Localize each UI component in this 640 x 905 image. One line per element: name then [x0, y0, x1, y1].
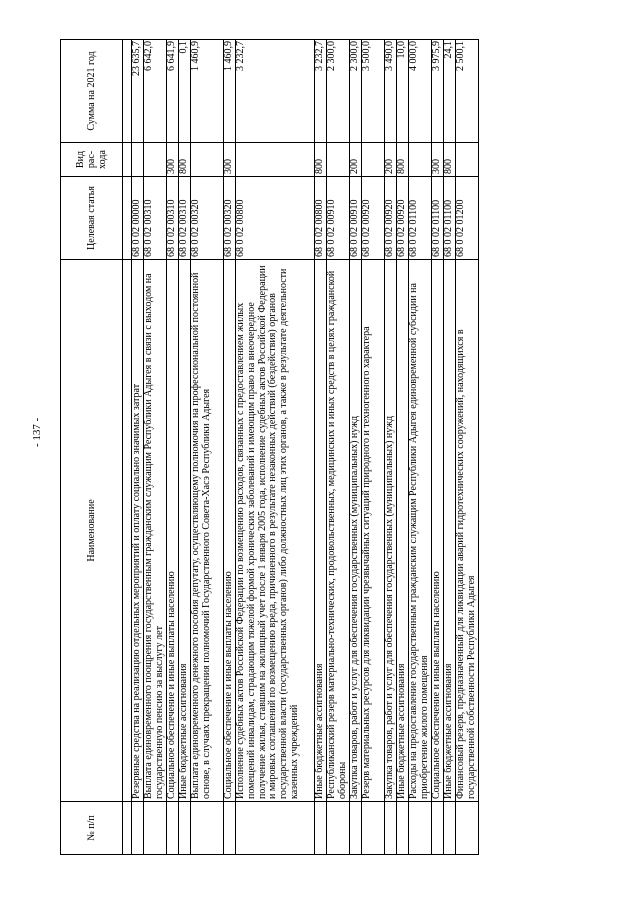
cell-kind: [191, 143, 224, 177]
cell-kind: 800: [397, 143, 409, 177]
cell-sum: 3 232,7: [315, 40, 327, 143]
cell-kind: 200: [350, 143, 362, 177]
table-row: [179, 40, 191, 855]
cell-name: Исполнение судебных актов Российской Федерации по возмещению расходов, связанных с предоставлением жилых помещений инвалидам, страдающим тяжелой формой хронических заболеваний и имеющим право на внеочередное получение жилья, ставшим на жилищный учет после 1 января 2005 года, исполнение судебных актов Российской Федерации и мировых соглашений по возмещению вреда, причиненного в результате незаконных действий (бездействия) органов государственной власти (государственных органов) либо должностных лиц этих органов, а также в результате деятельности казенных учреждений: [236, 260, 315, 802]
page-number: - 137 -: [31, 417, 43, 447]
cell-sum: 3 232,7: [236, 40, 315, 143]
cell-sum: 24,1: [444, 40, 456, 143]
cell-kind: [456, 143, 479, 177]
cell-target: 68 0 02 00800: [315, 177, 327, 260]
cell-name: Закупка товаров, работ и услуг для обеспечения государственных (муниципальных) нужд: [385, 260, 397, 802]
cell-sum: 1 460,9: [224, 40, 236, 143]
header-kind: Вид рас-хода: [61, 143, 123, 177]
cell-num: [432, 802, 444, 855]
cell-kind: 200: [385, 143, 397, 177]
table-row: [350, 40, 362, 855]
cell-num: [191, 802, 224, 855]
cell-kind: 300: [224, 143, 236, 177]
cell-target: 68 0 02 01200: [456, 177, 479, 260]
cell-num: [132, 802, 144, 855]
cell-target: 68 0 02 00920: [362, 177, 385, 260]
cell-num: [144, 802, 167, 855]
table-row: [409, 40, 432, 855]
cell-sum: 2 300,0: [350, 40, 362, 143]
cell-num: [409, 802, 432, 855]
cell-num: [315, 802, 327, 855]
cell-sum: 2 500,1: [456, 40, 479, 143]
table-row: [456, 40, 479, 855]
cell-kind: [144, 143, 167, 177]
cell-name: Финансовый резерв, предназначенный для ликвидации аварий гидротехнических сооружений, находящихся в государственной собственности Республики Адыгея: [456, 260, 479, 802]
cell-kind: [409, 143, 432, 177]
cell-target: 68 0 02 00910: [327, 177, 350, 260]
cell-sum: 4 000,0: [409, 40, 432, 143]
table-row: [132, 40, 144, 855]
cell-sum: 10,0: [397, 40, 409, 143]
cell-target: 68 0 02 01100: [444, 177, 456, 260]
cell-kind: [132, 143, 144, 177]
header-num: № п/п: [61, 802, 123, 855]
cell-target: 68 0 02 00920: [385, 177, 397, 260]
cell-name: Закупка товаров, работ и услуг для обеспечения государственных (муниципальных) нужд: [350, 260, 362, 802]
cell-name: Резерв материальных ресурсов для ликвидации чрезвычайных ситуаций природного и техногенного характера: [362, 260, 385, 802]
cell-target: 68 0 02 01100: [409, 177, 432, 260]
cell-sum: 6 642,0: [144, 40, 167, 143]
cell-num: [123, 802, 132, 855]
cell-target: 68 0 02 00910: [350, 177, 362, 260]
cell-sum: 1 460,9: [191, 40, 224, 143]
cell-target: 68 0 02 00310: [167, 177, 179, 260]
cell-target: 68 0 02 00800: [236, 177, 315, 260]
table-row: [444, 40, 456, 855]
cell-kind: 800: [179, 143, 191, 177]
cell-target: 68 0 02 00310: [144, 177, 167, 260]
cell-sum: 6 641,9: [167, 40, 179, 143]
cell-name: Иные бюджетные ассигнования: [179, 260, 191, 802]
cell-kind: 300: [167, 143, 179, 177]
cell-name: Социальное обеспечение и иные выплаты населению: [167, 260, 179, 802]
cell-num: [362, 802, 385, 855]
cell-num: [327, 802, 350, 855]
cell-kind: [362, 143, 385, 177]
cell-target: 68 0 02 00320: [191, 177, 224, 260]
header-name: Наименование: [61, 260, 123, 802]
cell-name: Социальное обеспечение и иные выплаты населению: [224, 260, 236, 802]
cell-kind: 800: [315, 143, 327, 177]
cell-num: [397, 802, 409, 855]
table-row: [236, 40, 315, 855]
cell-kind: [327, 143, 350, 177]
cell-sum: 23 635,7: [132, 40, 144, 143]
header-target: Целевая статья: [61, 177, 123, 260]
cell-sum: 0,1: [179, 40, 191, 143]
budget-table: [60, 39, 479, 855]
cell-target: 68 0 02 00920: [397, 177, 409, 260]
cell-target: 68 0 02 01100: [432, 177, 444, 260]
table-row: [327, 40, 350, 855]
cell-sum: 3 500,0: [362, 40, 385, 143]
table-row: [224, 40, 236, 855]
cell-num: [236, 802, 315, 855]
cell-name: Выплата единовременного поощрения государственным гражданским служащим Республики Адыгея в связи с выходом на государственную пенсию за выслугу лет: [144, 260, 167, 802]
cell-name: Иные бюджетные ассигнования: [397, 260, 409, 802]
table-row: [144, 40, 167, 855]
cell-num: [224, 802, 236, 855]
cell-kind: 300: [432, 143, 444, 177]
table-row: [191, 40, 224, 855]
cell-sum: 2 300,0: [327, 40, 350, 143]
cell-kind: [123, 143, 132, 177]
table-body: [123, 40, 479, 855]
cell-name: Социальное обеспечение и иные выплаты населению: [432, 260, 444, 802]
cell-num: [350, 802, 362, 855]
header-sum: Сумма на 2021 год: [61, 40, 123, 143]
cell-num: [179, 802, 191, 855]
cell-name: Иные бюджетные ассигнования: [444, 260, 456, 802]
cell-name: Иные бюджетные ассигнования: [315, 260, 327, 802]
table-row: [432, 40, 444, 855]
cell-kind: [236, 143, 315, 177]
cell-name: Выплата единовременного денежного пособия депутату, осуществляющему полномочия на профессиональной постоянной основе, в случаях прекращения полномочий Государственного Совета-Хасэ Республики Адыгея: [191, 260, 224, 802]
cell-num: [456, 802, 479, 855]
cell-num: [167, 802, 179, 855]
table-row: [167, 40, 179, 855]
table-row: [397, 40, 409, 855]
cell-kind: 800: [444, 143, 456, 177]
table-row: [385, 40, 397, 855]
table-row: [362, 40, 385, 855]
table-header-row: [61, 40, 123, 855]
cell-sum: 3 490,0: [385, 40, 397, 143]
cell-target: 68 0 02 00000: [132, 177, 144, 260]
cell-num: [385, 802, 397, 855]
cell-name: Резервные средства на реализацию отдельных мероприятий и оплату социально значимых затрат: [132, 260, 144, 802]
cell-name: Республиканский резерв материально-технических, продовольственных, медицинских и иных средств в целях гражданской обороны: [327, 260, 350, 802]
cell-target: 68 0 02 00310: [179, 177, 191, 260]
cell-target: 68 0 02 00320: [224, 177, 236, 260]
table-row: [315, 40, 327, 855]
cell-num: [444, 802, 456, 855]
cell-sum: 3 975,9: [432, 40, 444, 143]
rotated-page: [60, 40, 581, 855]
cell-name: Расходы на предоставление государственным гражданским служащим Республики Адыгея единовременной субсидии на приобретение жилого помещения: [409, 260, 432, 802]
